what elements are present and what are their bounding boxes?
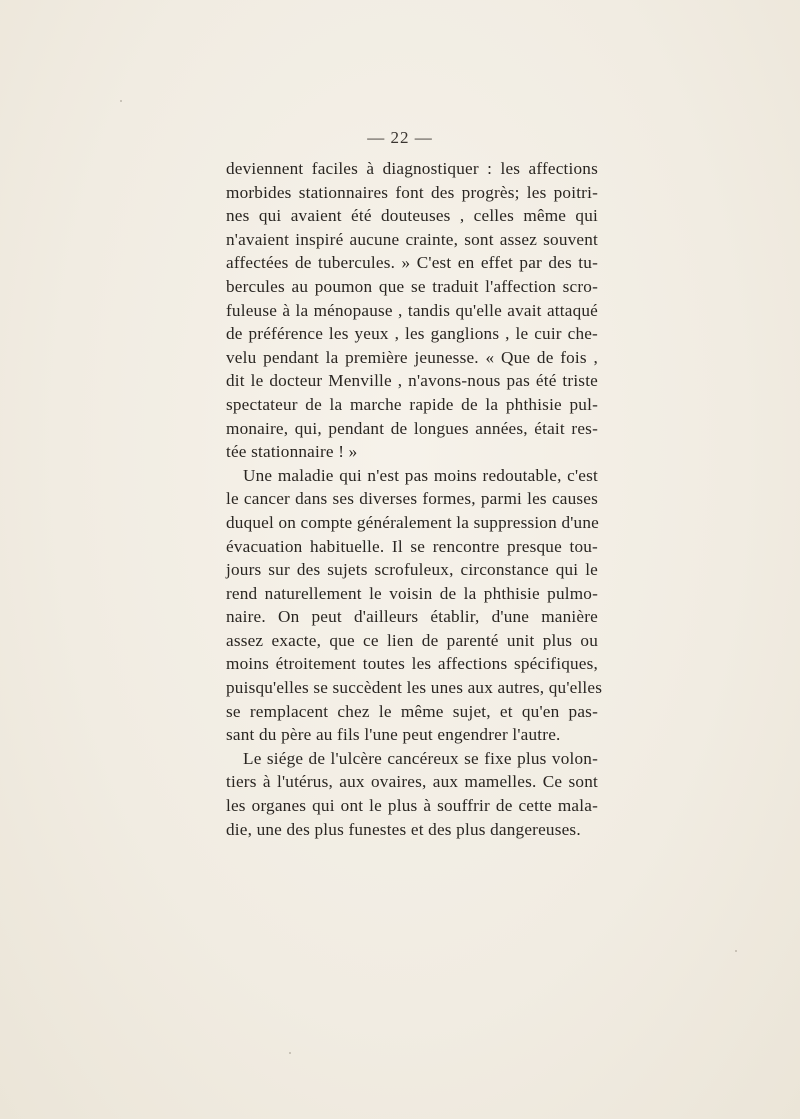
paper-speck: [735, 950, 737, 952]
text-line: nes qui avaient été douteuses , celles même qui: [226, 206, 598, 226]
text-line: rend naturellement le voisin de la phthisie pulmo-: [226, 583, 598, 603]
text-line: puisqu'elles se succèdent les unes aux autres, qu'elles: [226, 678, 603, 698]
text-line: affectées de tubercules. » C'est en effet par des tu-: [226, 253, 598, 273]
text-line: deviennent faciles à diagnostiquer : les affections: [226, 159, 598, 178]
text-line: spectateur de la marche rapide de la phthisie pul-: [226, 394, 598, 414]
text-line: assez exacte, que ce lien de parenté unit plus ou: [226, 630, 598, 650]
paragraph-start-line: Le siége de l'ulcère cancéreux se fixe plus volon-: [243, 748, 598, 768]
text-line: morbides stationnaires font des progrès; les poitri-: [226, 182, 598, 202]
text-line: de préférence les yeux , les ganglions , le cuir che-: [226, 324, 598, 344]
text-line: tiers à l'utérus, aux ovaires, aux mamelles. Ce sont: [226, 772, 598, 792]
text-line: velu pendant la première jeunesse. « Que de fois ,: [226, 347, 598, 367]
text-line: évacuation habituelle. Il se rencontre presque tou-: [226, 536, 598, 556]
text-line: se remplacent chez le même sujet, et qu'en pas-: [226, 701, 598, 721]
body-text: [226, 157, 603, 841]
paragraph-end-line: tée stationnaire ! »: [226, 442, 358, 462]
paper-speck: [289, 1052, 291, 1054]
text-line: moins étroitement toutes les affections spécifiques,: [226, 654, 598, 674]
paragraph-end-line: sant du père au fils l'une peut engendrer l'autre.: [226, 725, 561, 745]
paragraph-start-line: Une maladie qui n'est pas moins redoutable, c'est: [243, 465, 598, 485]
page-number: — 22 —: [367, 128, 433, 147]
text-line: naire. On peut d'ailleurs établir, d'une manière: [226, 607, 598, 627]
text-line: bercules au poumon que se traduit l'affection scro-: [226, 276, 598, 296]
text-line: le cancer dans ses diverses formes, parmi les causes: [226, 489, 598, 509]
text-line: n'avaient inspiré aucune crainte, sont assez souvent: [226, 229, 598, 249]
text-line: fuleuse à la ménopause , tandis qu'elle avait attaqué: [226, 300, 598, 320]
paragraph-end-line: die, une des plus funestes et des plus dangereuses.: [226, 819, 581, 839]
text-line: duquel on compte généralement la suppression d'une: [226, 512, 599, 532]
text-line: monaire, qui, pendant de longues années, était res-: [226, 418, 598, 438]
text-line: dit le docteur Menville , n'avons-nous pas été triste: [226, 371, 598, 391]
text-line: jours sur des sujets scrofuleux, circonstance qui le: [226, 560, 598, 580]
paper-speck: [120, 100, 122, 102]
text-line: les organes qui ont le plus à souffrir de cette mala-: [226, 796, 598, 816]
